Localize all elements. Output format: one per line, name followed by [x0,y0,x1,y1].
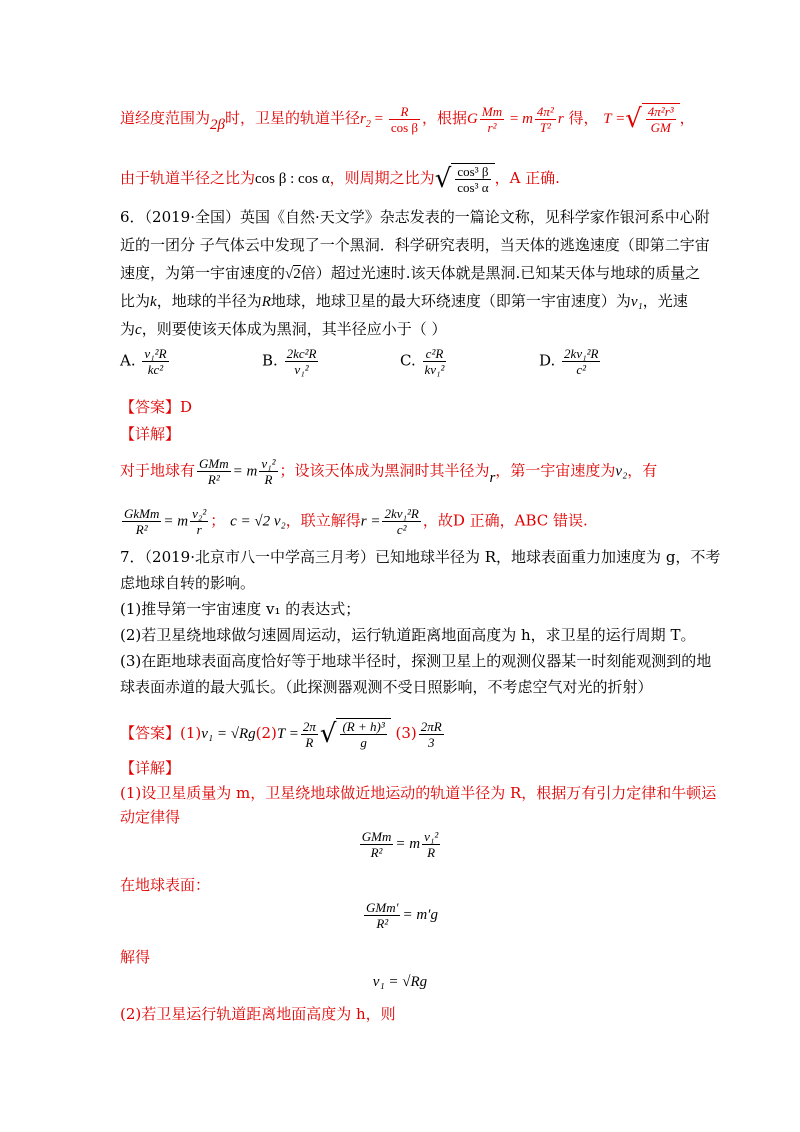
detail6-line-2: $\frac{\text{GkMm}}{\text{R²}}$ = m $\frac{\text{v₂²}}{r}$ ； c = √2 v₂，联立解得r = $\frac{\text{2kv₁²R}}{\text{c²}}$ ，故D 正确，ABC 错误. [124,506,588,537]
q7-line-2: 虑地球自转的影响。 [120,574,256,592]
sqrt-T: √ $\frac{\text{4π²r³}}{GM}$ [625,103,679,135]
frac-R-cosb: $\frac{R}{\text{cos β}}$ [390,103,419,135]
solution-line-2 [120,163,680,195]
detail-label-6: 【详解】 [120,425,181,443]
option-c[interactable]: C. $\frac{\text{c²R}}{\text{kv₁²}}$ [400,346,445,377]
option-a[interactable]: A. $\frac{\text{v₁²R}}{\text{kc²}}$ [120,346,167,377]
text: ，根据 [422,109,468,127]
answer-7: 【答案】(1)v₁ = √Rg(2)T = $\frac{2\pi}{R}$ √ $\frac{\text{(R + h)³}}{g}$ (3) $\frac{2\pi R}{3}$ [120,718,442,750]
detail7-line-4: 解得 [120,948,151,966]
equation-1: $\frac{\text{GMm}}{\text{R²}}$ = m $\frac{\text{v₁²}}{R}$ [361,829,439,860]
detail6-line-1: 对于地球有 $\frac{\text{GMm}}{\text{R²}}$ = m $\frac{\text{v₁²}}{R}$ ；设该天体成为黑洞时其半径为r，第一宇宙速度为v₂，有 [120,456,658,487]
text: 由于轨道半径之比为 [120,169,256,187]
q6-line-1: 6．（2019·全国）英国《自然·天文学》杂志发表的一篇论文称，见科学家作银河系中心附 [120,208,710,226]
math-G: G [467,111,478,127]
frac-4pi2-T2: $\frac{\text{4π²}}{\text{T²}}$ [536,103,554,135]
text: ，A 正确. [494,169,560,187]
q6-line-2: 近的一团分 子气体云中发现了一个黑洞．科学研究表明，当天体的逃逸速度（即第二宇宙 [120,236,710,254]
detail7-line-3: 在地球表面： [120,876,211,894]
option-d[interactable]: D. $\frac{\text{2kv₁²R}}{\text{c²}}$ [539,346,599,377]
detail7-line-1: (1)设卫星质量为 m，卫星绕地球做近地运动的轨道半径为 R，根据万有引力定律和牛顿运 [120,784,717,802]
q7-line-1: 7．（2019·北京市八一中学高三月考）已知地球半径为 R，地球表面重力加速度为 g，不考 [120,548,721,566]
q7-line-6: 球表面赤道的最大弧长。（此探测器观测不受日照影响，不考虑空气对光的折射） [120,678,653,696]
math-m: m [522,111,533,127]
math-2beta: 2β [210,117,225,133]
math-ratio: cos β : cos α [255,171,330,187]
math-r: r [557,111,564,127]
text: 得， [568,109,599,127]
q6-line-5: 为c，则要使该天体成为黑洞，其半径应小于（ ） [120,320,447,338]
detail7-line-5: (2)若卫星运行轨道距离地面高度为 h，则 [120,1005,396,1023]
solution-line-1: 道经度范围为2β时，卫星的轨道半径$r_2$ = $\frac{R}{\text{cos β}}$ ，根据G $\frac{Mm}{\text{r²}}$ = m $\frac{\text{4π²}}{\text{T²}}$ r 得， T =√ $\frac{\text{4π²r³}}{GM}$ ， [120,103,695,135]
option-b[interactable]: B. $\frac{\text{2kc²R}}{\text{v₁²}}$ [262,346,317,377]
frac-Mm-r2: $\frac{Mm}{\text{r²}}$ [481,103,503,135]
math-r2: $r_2$ [360,111,371,130]
q6-line-3: 速度，为第一宇宙速度的√2倍）超过光速时.该天体就是黑洞.已知某天体与地球的质量之 [120,264,701,282]
q6-line-4: 比为k，地球的半径为R地球，地球卫星的最大环绕速度（即第一宇宙速度）为v₁，光速 [120,292,688,310]
equation-2: $\frac{\text{GMm′}}{\text{R²}}$ = m′g [366,900,438,931]
text: 时，卫星的轨道半径 [225,109,361,127]
equation-3: v₁ = √Rg [372,974,428,990]
sqrt-cos-ratio: √ $\frac{\text{cos³ β}}{\text{cos³ α}}$ [435,163,495,195]
text: ，则周期之比为 [329,169,435,187]
text: 道经度范围为 [120,109,211,127]
detail7-line-2: 动定律得 [120,808,181,826]
q7-line-4: (2)若卫星绕地球做匀速圆周运动，运行轨道距离地面高度为 h，求卫星的运行周期 T。 [120,626,696,644]
math-T: T = [603,111,626,127]
detail-label-7: 【详解】 [120,759,181,777]
answer-6: 【答案】D [120,398,193,416]
q7-line-3: (1)推导第一宇宙速度 v₁ 的表达式； [120,600,361,618]
q7-line-5: (3)在距地球表面高度恰好等于地球半径时，探测卫星上的观测仪器某一时刻能观测到的地 [120,652,712,670]
